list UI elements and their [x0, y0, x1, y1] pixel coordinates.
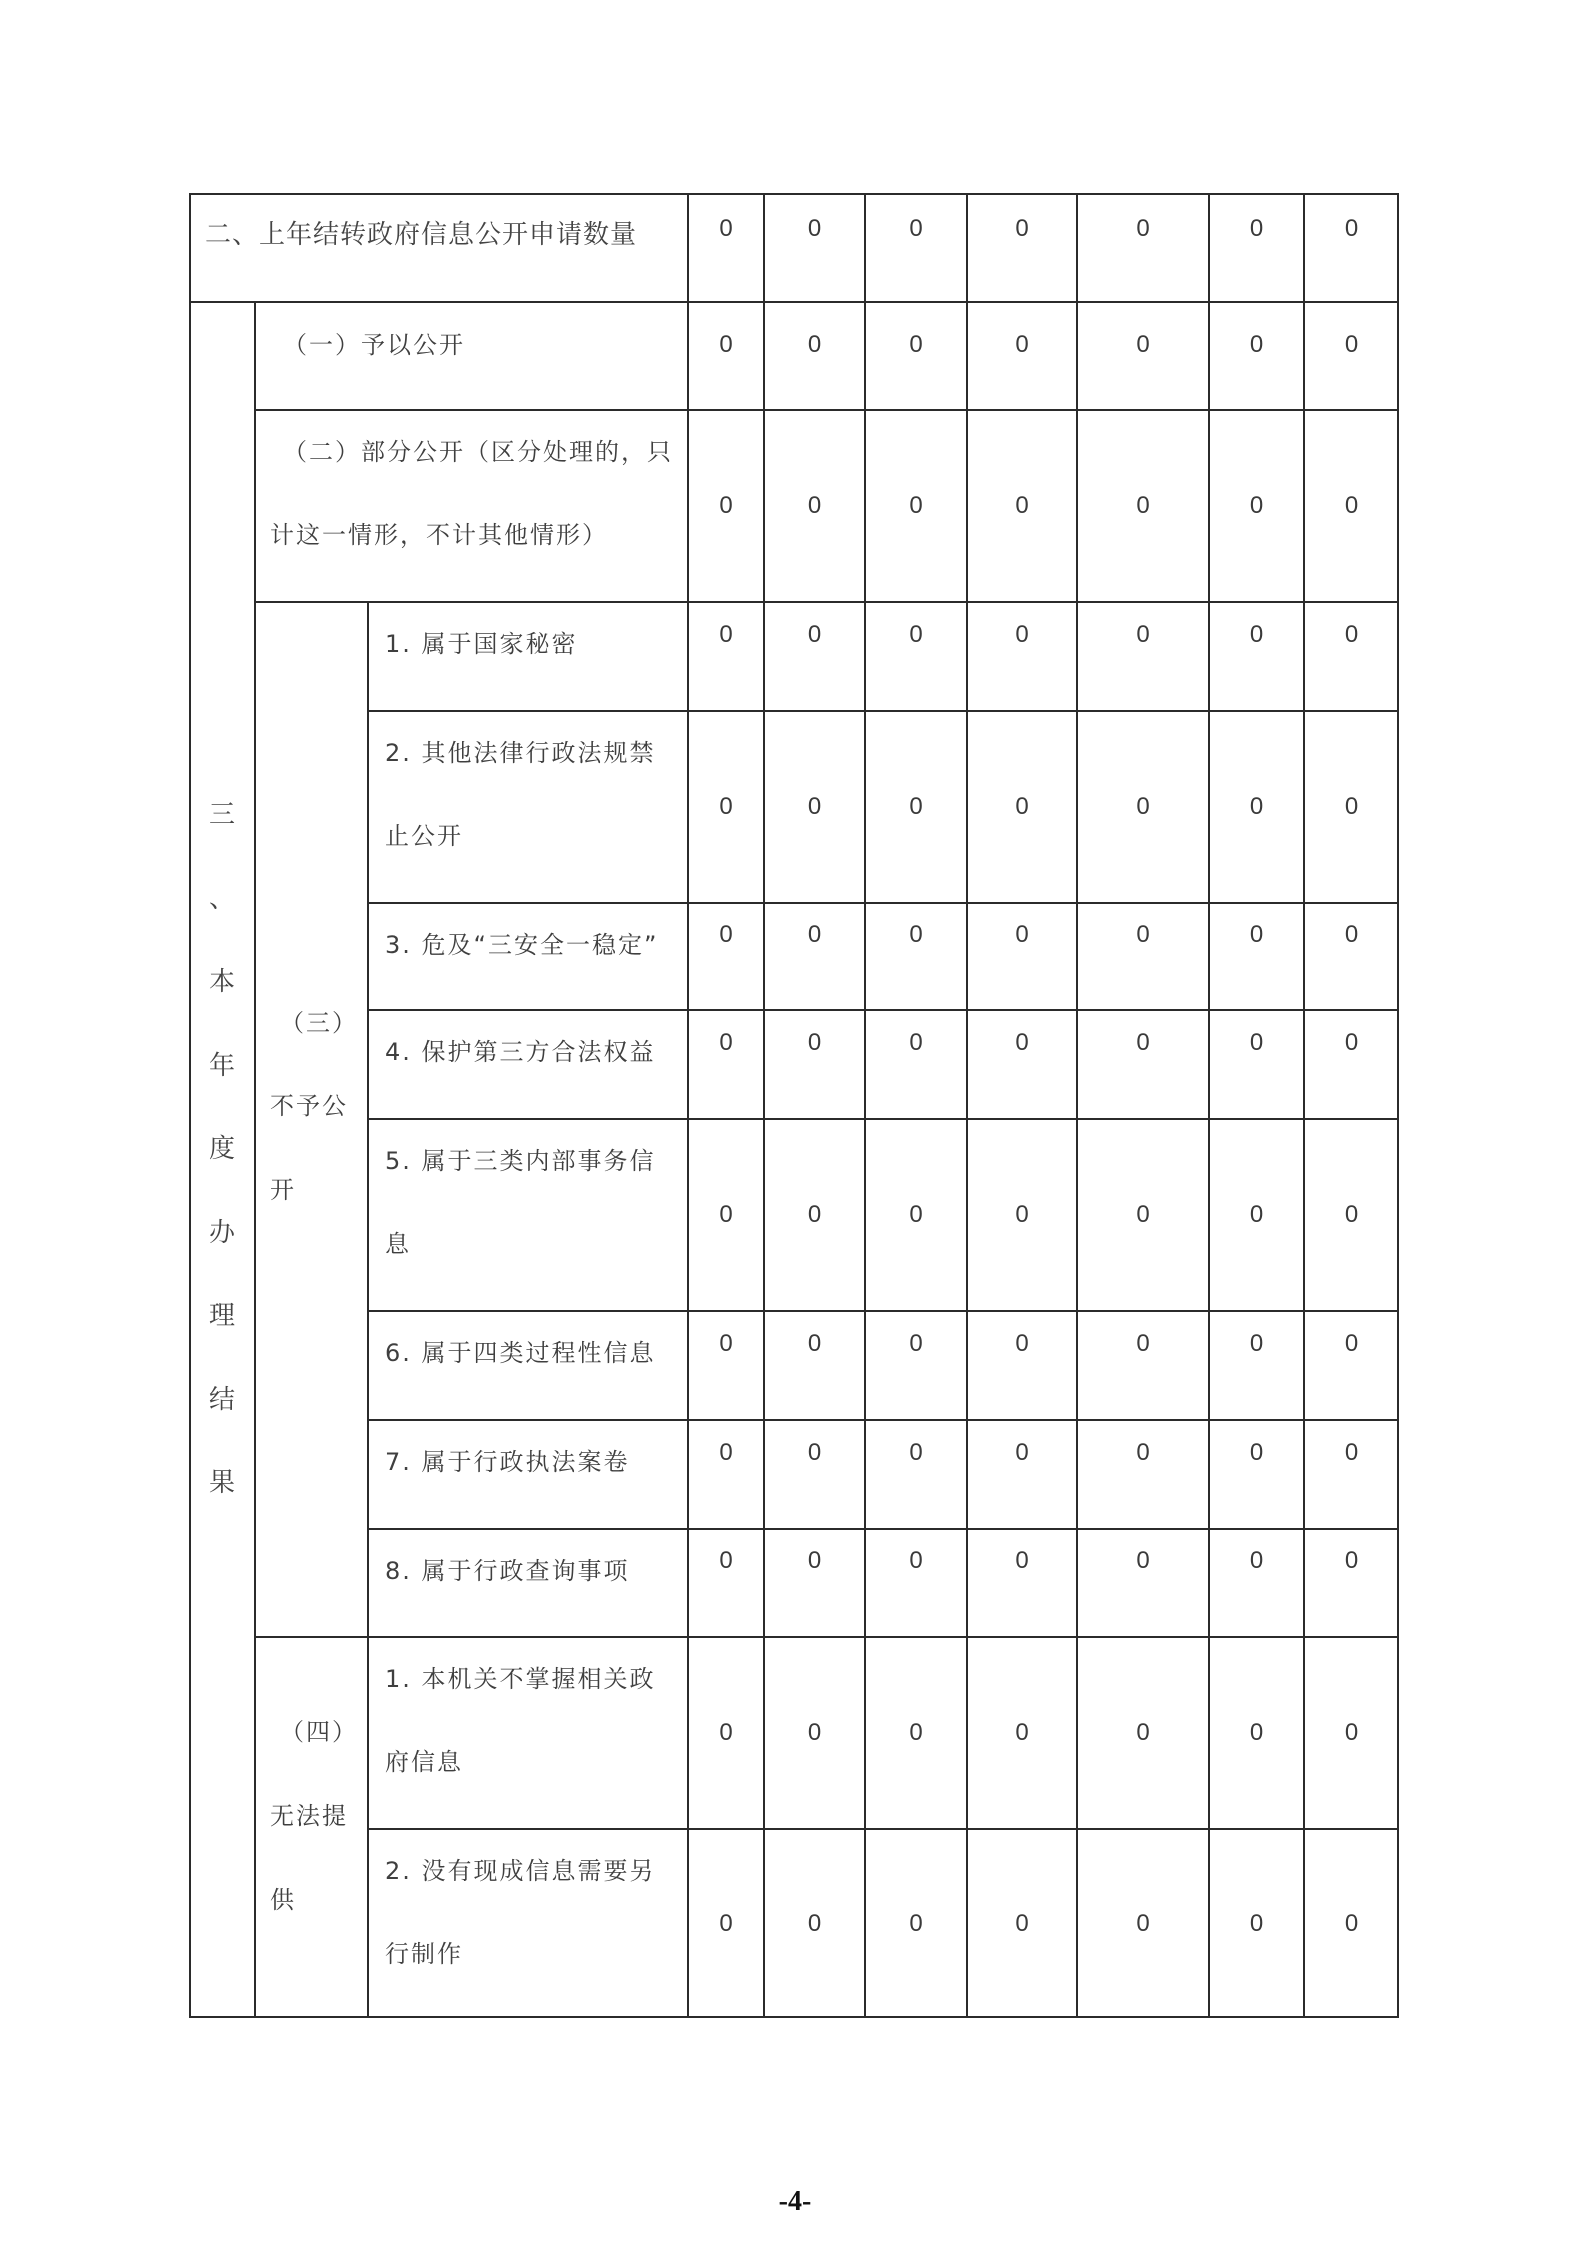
- cell-value: 0: [719, 1329, 733, 1357]
- cell-value: 0: [909, 331, 923, 358]
- page-number: -4-: [778, 2186, 812, 2217]
- cell-value: 0: [807, 492, 822, 519]
- cell-value: 0: [1136, 1547, 1150, 1574]
- cell-value: 0: [1344, 1909, 1359, 1937]
- cell-value: 0: [807, 920, 822, 948]
- cell-value: 0: [1344, 1547, 1359, 1574]
- cell-value: 0: [1015, 1329, 1029, 1357]
- cell-value: 0: [1249, 1438, 1264, 1466]
- cell-value: 0: [1249, 1547, 1264, 1574]
- cell-value: 0: [909, 214, 923, 242]
- cell-value: 0: [719, 793, 733, 820]
- cell-value: 0: [719, 1438, 733, 1466]
- cell-value: 0: [1249, 793, 1264, 820]
- item-label-line2: 府信息: [385, 1748, 463, 1776]
- section-label-char: 年: [208, 1050, 235, 1081]
- cell-value: 0: [807, 1438, 822, 1466]
- cell-value: 0: [909, 1028, 923, 1056]
- cell-value: 0: [1015, 1028, 1029, 1056]
- cell-value: 0: [807, 331, 822, 358]
- item-label-line2: 息: [385, 1230, 411, 1258]
- cell-value: 0: [1015, 793, 1029, 820]
- cell-value: 0: [909, 1438, 923, 1466]
- item-label: 2. 其他法律行政法规禁: [385, 739, 656, 767]
- cell-value: 0: [1249, 1909, 1264, 1937]
- grid-line-horizontal: [255, 601, 1399, 603]
- cell-value: 0: [807, 1547, 822, 1574]
- section-label-char: 果: [208, 1468, 235, 1498]
- cell-value: 0: [719, 920, 733, 948]
- cell-value: 0: [807, 793, 822, 820]
- cell-value: 0: [1344, 620, 1359, 648]
- cell-value: 0: [807, 1028, 822, 1056]
- cell-value: 0: [1136, 331, 1150, 358]
- cell-value: 0: [1249, 214, 1264, 242]
- cell-value: 0: [1249, 1028, 1264, 1056]
- cell-value: 0: [1344, 331, 1359, 358]
- cell-value: 0: [1136, 793, 1150, 820]
- cell-value: 0: [909, 793, 923, 820]
- cell-value: 0: [1015, 331, 1029, 358]
- row-label-partial-line2: 计这一情形，不计其他情形）: [270, 521, 608, 549]
- cell-value: 0: [1344, 492, 1359, 519]
- cell-value: 0: [1344, 920, 1359, 948]
- row-label-partial: （二）部分公开（区分处理的，只: [283, 438, 673, 466]
- item-label-line2: 止公开: [385, 822, 463, 850]
- cell-value: 0: [909, 1909, 923, 1937]
- cell-value: 0: [909, 1201, 923, 1228]
- cell-value: 0: [1136, 1719, 1150, 1746]
- cell-value: 0: [719, 1547, 733, 1574]
- group-label-unable: （四）: [280, 1718, 358, 1746]
- cell-value: 0: [1344, 1438, 1359, 1466]
- grid-line-vertical: [687, 193, 689, 2018]
- cell-value: 0: [1136, 1201, 1150, 1228]
- item-label: 2. 没有现成信息需要另: [385, 1857, 656, 1885]
- grid-line-vertical: [1303, 193, 1305, 2018]
- section-label-char: 、: [208, 883, 235, 914]
- cell-value: 0: [807, 1909, 822, 1937]
- section-label-char: 结: [208, 1384, 235, 1415]
- row-label-disclosed: （一）予以公开: [283, 331, 465, 359]
- grid-line-horizontal: [368, 1310, 1399, 1312]
- cell-value: 0: [1344, 1028, 1359, 1056]
- cell-value: 0: [1015, 920, 1029, 948]
- cell-value: 0: [1136, 1028, 1150, 1056]
- group-label-not-disclosed: （三）: [280, 1009, 358, 1037]
- cell-value: 0: [909, 1547, 923, 1574]
- cell-value: 0: [807, 214, 822, 242]
- cell-value: 0: [1136, 1329, 1150, 1357]
- cell-value: 0: [1344, 1719, 1359, 1746]
- cell-value: 0: [1136, 1438, 1150, 1466]
- grid-line-vertical: [367, 602, 369, 2018]
- cell-value: 0: [1249, 920, 1264, 948]
- cell-value: 0: [807, 1719, 822, 1746]
- grid-line-horizontal: [368, 902, 1399, 904]
- cell-value: 0: [1249, 1329, 1264, 1357]
- section-label-char: 理: [208, 1301, 235, 1331]
- item-label: 4. 保护第三方合法权益: [385, 1038, 656, 1066]
- cell-value: 0: [1015, 1719, 1029, 1746]
- cell-value: 0: [909, 492, 923, 519]
- cell-value: 0: [1249, 492, 1264, 519]
- cell-value: 0: [719, 1909, 733, 1937]
- item-label: 5. 属于三类内部事务信: [385, 1147, 656, 1175]
- item-label: 6. 属于四类过程性信息: [385, 1339, 656, 1367]
- grid-line-vertical: [1076, 193, 1078, 2018]
- section-label-char: 度: [208, 1134, 235, 1164]
- cell-value: 0: [909, 920, 923, 948]
- cell-value: 0: [1344, 793, 1359, 820]
- section-label-char: 本: [208, 967, 235, 997]
- cell-value: 0: [1249, 1201, 1264, 1228]
- grid-line-horizontal: [368, 1118, 1399, 1120]
- cell-value: 0: [719, 214, 733, 242]
- item-label-line2: 行制作: [385, 1940, 463, 1968]
- cell-value: 0: [1015, 1201, 1029, 1228]
- cell-value: 0: [807, 620, 822, 648]
- cell-value: 0: [1015, 492, 1029, 519]
- group-label-unable-3: 供: [270, 1886, 296, 1914]
- section-label-char: 办: [208, 1217, 235, 1248]
- group-label-unable-2: 无法提: [270, 1802, 348, 1830]
- cell-value: 0: [1015, 1909, 1029, 1937]
- grid-line-horizontal: [368, 1009, 1399, 1011]
- cell-value: 0: [909, 1329, 923, 1357]
- cell-value: 0: [1136, 1909, 1150, 1937]
- cell-value: 0: [1249, 1719, 1264, 1746]
- cell-value: 0: [1015, 620, 1029, 648]
- grid-line-vertical: [763, 193, 765, 2018]
- cell-value: 0: [719, 1201, 733, 1228]
- cell-value: 0: [909, 620, 923, 648]
- item-label: 8. 属于行政查询事项: [385, 1557, 630, 1585]
- grid-line-horizontal: [255, 409, 1399, 411]
- group-label-not-disclosed-2: 不予公: [270, 1092, 348, 1120]
- group-label-not-disclosed-3: 开: [270, 1176, 296, 1204]
- item-label: 1. 本机关不掌握相关政: [385, 1665, 656, 1693]
- grid-line-vertical: [254, 302, 256, 2018]
- cell-value: 0: [1344, 1329, 1359, 1357]
- grid-line-horizontal: [368, 710, 1399, 712]
- cell-value: 0: [719, 492, 733, 519]
- row-label-carryover: 二、上年结转政府信息公开申请数量: [205, 220, 638, 250]
- item-label: 7. 属于行政执法案卷: [385, 1448, 630, 1476]
- cell-value: 0: [1344, 1201, 1359, 1228]
- grid-line-horizontal: [255, 1636, 1399, 1638]
- grid-line-horizontal: [189, 301, 1399, 303]
- cell-value: 0: [719, 1028, 733, 1056]
- cell-value: 0: [807, 1329, 822, 1357]
- grid-line-horizontal: [368, 1419, 1399, 1421]
- cell-value: 0: [719, 620, 733, 648]
- cell-value: 0: [1249, 620, 1264, 648]
- cell-value: 0: [1344, 214, 1359, 242]
- cell-value: 0: [1015, 214, 1029, 242]
- cell-value: 0: [1136, 620, 1150, 648]
- grid-line-vertical: [966, 193, 968, 2018]
- grid-line-horizontal: [368, 1828, 1399, 1830]
- cell-value: 0: [1136, 214, 1150, 242]
- item-label: 1. 属于国家秘密: [385, 630, 578, 658]
- cell-value: 0: [719, 331, 733, 358]
- grid-line-vertical: [1208, 193, 1210, 2018]
- cell-value: 0: [807, 1201, 822, 1228]
- cell-value: 0: [1249, 331, 1264, 358]
- grid-line-vertical: [864, 193, 866, 2018]
- cell-value: 0: [1136, 920, 1150, 948]
- section-label-char: 三: [208, 800, 235, 830]
- item-label: 3. 危及“三安全一稳定”: [385, 931, 659, 959]
- cell-value: 0: [909, 1719, 923, 1746]
- cell-value: 0: [1015, 1438, 1029, 1466]
- cell-value: 0: [1136, 492, 1150, 519]
- cell-value: 0: [719, 1719, 733, 1746]
- cell-value: 0: [1015, 1547, 1029, 1574]
- grid-line-horizontal: [368, 1528, 1399, 1530]
